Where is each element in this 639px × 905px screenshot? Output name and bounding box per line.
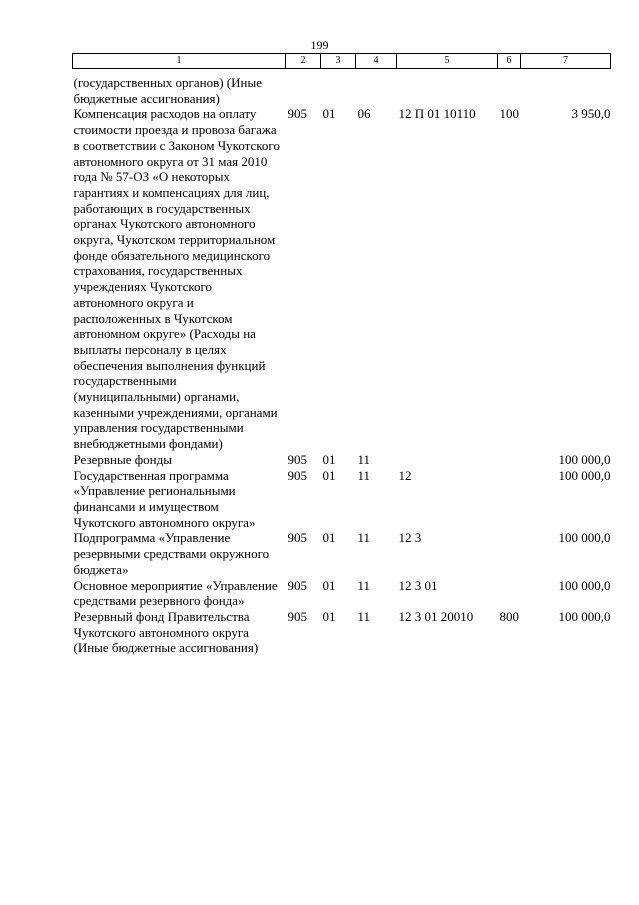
row-section: 01 — [322, 608, 336, 624]
row-subsection: 11 — [357, 577, 371, 593]
row-section: 01 — [322, 467, 336, 483]
row-ministry: 905 — [287, 530, 307, 546]
row-ministry: 905 — [287, 467, 307, 483]
row-name: Компенсация расходов на оплату стоимости проезда и провоза багажа в соответствии с Законом Чукотского автономного округа от 31 мая 2010 года № 57-ОЗ «О некоторых гарантиях и компенсациях для лиц, работающих в государственных органах Чукотского автономного округа, Чукотском территориальном фонде обязательного медицинского страхования, государственных учреждениях Чукотского автономного округа и расположенных в Чукотском автономном округе» (Расходы на выплаты персоналу в целях обеспечения выполнения функций государственными (муниципальными) органами, казенными учреждениями, органами управления государственными внебюджетными фондами) — [73, 106, 280, 452]
row-target: 12 — [398, 467, 412, 483]
column-header-7: 7 — [521, 54, 611, 69]
table-header — [73, 54, 611, 69]
row-amount: 100 000,0 — [558, 530, 611, 546]
row-expense-type: 100 — [499, 106, 519, 122]
row-amount: 100 000,0 — [558, 467, 611, 483]
row-subsection: 11 — [357, 451, 371, 467]
row-ministry: 905 — [287, 608, 307, 624]
row-ministry: 905 — [287, 106, 307, 122]
table-row — [73, 106, 611, 451]
table-row — [73, 468, 611, 531]
row-target: 12 3 01 20010 — [398, 608, 474, 624]
column-header-3: 3 — [321, 54, 356, 69]
row-ministry: 905 — [287, 577, 307, 593]
row-section: 01 — [322, 106, 336, 122]
row-ministry: 905 — [287, 451, 307, 467]
row-section: 01 — [322, 451, 336, 467]
table-body — [73, 69, 611, 657]
column-header-2: 2 — [286, 54, 321, 69]
row-target — [397, 452, 498, 468]
row-expense-type — [498, 530, 521, 577]
row-target — [397, 69, 498, 107]
row-section — [321, 69, 356, 107]
row-section: 01 — [322, 530, 336, 546]
table-row — [73, 530, 611, 577]
row-subsection: 11 — [357, 467, 371, 483]
row-name: Государственная программа «Управление региональными финансами и имуществом Чукотского автономного округа» — [73, 467, 256, 530]
row-expense-type: 800 — [499, 608, 519, 624]
row-amount: 3 950,0 — [571, 106, 611, 122]
column-header-6: 6 — [498, 54, 521, 69]
table-row — [73, 452, 611, 468]
row-ministry — [286, 69, 321, 107]
row-amount: 100 000,0 — [558, 451, 611, 467]
row-expense-type — [498, 468, 521, 531]
row-expense-type — [498, 578, 521, 609]
row-amount: 100 000,0 — [558, 608, 611, 624]
row-name: (государственных органов) (Иные бюджетные ассигнования) — [73, 75, 262, 106]
row-subsection: 06 — [357, 106, 371, 122]
page-number: 199 — [310, 38, 329, 52]
row-subsection: 11 — [357, 530, 371, 546]
column-header-4: 4 — [356, 54, 397, 69]
row-name: Подпрограмма «Управление резервными средствами окружного бюджета» — [73, 530, 270, 577]
row-amount — [521, 69, 611, 107]
table-row — [73, 69, 611, 107]
row-expense-type — [498, 69, 521, 107]
row-target: 12 П 01 10110 — [398, 106, 476, 122]
row-section: 01 — [322, 577, 336, 593]
row-name: Основное мероприятие «Управление средствами резервного фонда» — [73, 577, 278, 609]
column-number-row — [73, 54, 611, 69]
row-name: Резервные фонды — [73, 451, 172, 467]
row-target: 12 3 — [398, 530, 422, 546]
row-target: 12 3 01 — [398, 577, 438, 593]
column-header-1: 1 — [73, 54, 286, 69]
table-row — [73, 609, 611, 656]
row-name: Резервный фонд Правительства Чукотского автономного округа (Иные бюджетные ассигнования) — [73, 608, 259, 656]
row-subsection — [356, 69, 397, 107]
column-header-5: 5 — [397, 54, 498, 69]
budget-table — [72, 53, 611, 656]
row-amount: 100 000,0 — [558, 577, 611, 593]
row-expense-type — [498, 452, 521, 468]
table-row — [73, 578, 611, 609]
row-subsection: 11 — [357, 608, 371, 624]
